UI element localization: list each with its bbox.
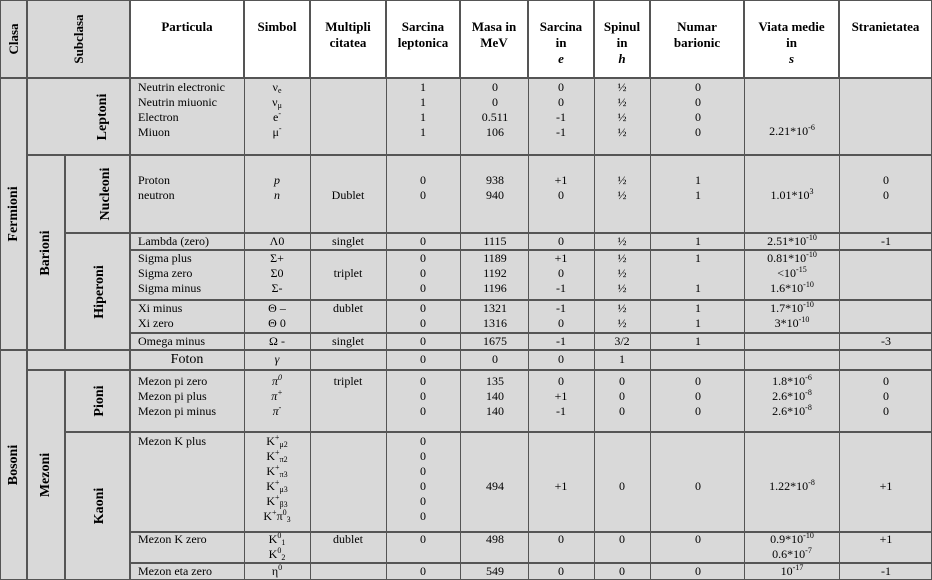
kzero-lifetimes: $0.9*10^{-10}$ $0.6*10^{-7}$ [770,531,814,561]
leptoni-names [138,80,225,140]
nucleoni-baryon: 1 1 [695,173,701,202]
particle-name: Xi minus [138,301,183,315]
sigma-symbols: Σ+ Σ0 Σ- [270,251,284,295]
particle-symbol: $\nu_e$ [272,80,282,95]
leptoni-charge: 0 0 -1 -1 [556,80,566,139]
particle-name: Sigma zero [138,266,193,280]
omega-name: Omega minus [138,334,205,348]
leptoni-lepton-charge: 1 1 1 1 [420,80,426,139]
eta-name: Mezon eta zero [138,564,212,578]
omega-symbol: Ω - [269,334,285,348]
leptoni-lifetime: $2.21*10^{-6}$ [769,123,815,138]
xi-names [138,301,182,331]
kplus-symbols: $K^+_{\mu 2}$ $K^+_{\pi 2}$ $K^+_{\pi 3}$ $K^+_{\mu 3}$ $K^+_{\beta 3}$ $K^+\pi^0_3$ [263,433,291,524]
header-sarcina-e: Sarcina in e [528,0,594,78]
group-bosoni: Bosoni [0,350,27,580]
particle-name: Mezon pi zero [138,374,208,388]
leptoni-symbols [262,80,292,140]
nucleoni-multiplicity: Dublet [331,188,365,202]
nucleoni-mass: 938 940 [486,173,504,202]
particle-name: Mezon pi minus [138,404,216,418]
header-particula: Particula [130,0,244,78]
particle-name: Xi zero [138,316,174,330]
header-viata-medie: Viata medie in s [744,0,839,78]
particle-symbol: p [274,173,280,187]
lambda-lifetime: $2.51*10^{-10}$ [767,233,817,248]
header-clasa: Clasa [0,0,27,78]
lambda-multiplicity: singlet [332,234,364,248]
group-foton-blank [27,350,130,370]
kzero-symbols: $K^0_1$ $K^0_2$ [268,531,286,562]
nucleoni-charge: +1 0 [554,173,568,202]
particle-name: neutron [138,188,175,202]
sigma-lifetimes: $0.81*10^{-10}$ $<10^{-15}$ $1.6*10^{-10}$ [767,250,817,295]
kplus-name: Mezon K plus [138,434,206,448]
header-stranietate: Stranietatea [839,0,932,78]
particle-name: Sigma minus [138,281,202,295]
header-simbol: Simbol [244,0,310,78]
nucleoni-symbols [262,173,292,203]
leptoni-baryon: 0 0 0 0 [695,80,701,139]
nucleoni-lepton-charge: 0 0 [420,173,426,202]
nucleoni-spin: ½ ½ [617,173,627,202]
kzero-name: Mezon K zero [138,532,207,546]
particle-name: Electron [138,110,179,124]
group-kaoni: Kaoni [65,432,130,580]
lambda-symbol: Λ0 [269,234,285,248]
particle-symbol: e- [273,109,281,124]
pioni-lifetimes: $1.8*10^{-6}$ $2.6*10^{-8}$ $2.6*10^{-8}$ [772,373,812,418]
group-mezoni: Mezoni [27,370,65,580]
sigma-names [138,251,201,296]
header-masa: Masa in MeV [460,0,528,78]
eta-symbol: $\eta^0$ [271,563,283,578]
eta-lifetime: $10^{-17}$ [780,563,804,578]
nucleoni-lifetime: $1.01*10^3$ [770,187,814,202]
particle-symbol: μ- [272,124,282,139]
group-hiperoni: Hiperoni [65,233,130,350]
header-multiplicitate: Multipli citatea [310,0,386,78]
group-leptoni: Leptoni [27,78,130,155]
particle-name: Proton [138,173,171,187]
leptoni-mass: 0 0 0.511 106 [481,80,509,139]
foton-symbol: γ [274,352,280,366]
group-barioni: Barioni [27,155,65,350]
particle-name: Neutrin electronic [138,80,225,94]
header-spin: Spinul in h [594,0,650,78]
group-nucleoni: Nucleoni [65,155,130,233]
particle-name: Neutrin miuonic [138,95,217,109]
header-barionic: Numar barionic [650,0,744,78]
particle-name: Mezon pi plus [138,389,207,403]
nucleoni-strangeness: 0 0 [883,173,889,202]
particle-symbol: $\nu_\mu$ [272,95,282,110]
header-subclasa: Subclasa [27,0,130,78]
foton-name: Foton [170,352,204,367]
xi-lifetimes: $1.7*10^{-10}$ $3*10^{-10}$ [770,300,814,330]
header-sarcina-leptonica: Sarcina leptonica [386,0,460,78]
pioni-names [138,374,216,419]
particle-name: Miuon [138,125,171,139]
xi-symbols: Θ – Θ 0 [268,301,286,330]
nucleoni-names [138,173,175,203]
kplus-lifetime: $1.22*10^{-8}$ [769,478,815,493]
particle-table: Clasa Subclasa Particula Simbol Multipli citatea Sarcina leptonica Masa in MeV Sarcina in e Spinul in h Numar barionic Viata medie in s Stranietatea Fermioni Leptoni Barioni Nucleoni Hiperoni Bosoni Mezoni Pioni Kaoni Neutrin electronic Neutrin miuonic Electron Miuon $\nu_e$ $\nu_\mu$ e- μ- 1 1 1 1 0 0 0.511 106 0 0 -1 -1 ½ ½ ½ ½ 0 0 0 0 $2.21*10^{-6}$ Proton neutron p n Dublet 0 0 938 940 +1 0 ½ ½ 1 1 $1.01*10^3$ 0 0 Lambda (zero) Λ0 singlet 0 1115 0 ½ 1 $2.51*10^{-10}$ -1 Sigma plus Sigma zero Sigma minus Σ+ Σ0 Σ- triplet 0 0 0 1189 1192 1196 +1 0 -1 ½ ½ ½ 1 1 $0.81*10^{-10}$ $<10^{-15}$ $1.6*10^{-10}$ Xi minus Xi zero Θ – Θ 0 dublet 0 0 1321 1316 -1 0 ½ ½ 1 1 $1.7*10^{-10}$ $3*10^{-10}$ Omega minus Ω - singlet 0 1675 -1 3/2 1 -3 Foton γ 0 0 0 1 Mezon pi zero Mezon pi plus Mezon pi minus $\pi^0$ π+ π- triplet 0 0 0 135 140 140 0 +1 -1 0 0 0 0 0 0 $1.8*10^{-6}$ $2.6*10^{-8}$ $2.6*10^{-8}$ 0 0 0 Mezon K plus $K^+_{\mu 2}$ $K^+_{\pi 2}$ $K^+_{\pi 3}$ $K^+_{\mu 3}$ $K^+_{\beta 3}$ $K^+\pi^0_3$ 0 0 0 0 0 0 494 +1 0 0 $1.22*10^{-8}$ +1 Mezon K zero $K^0_1$ $K^0_2$ dublet 0 498 0 0 0 $0.9*10^{-10}$ $0.6*10^{-7}$ +1 Mezon eta zero $\eta^0$ 0 549 0 0 0 $10^{-17}$ -1 [0,0,932,580]
group-pioni: Pioni [65,370,130,432]
pioni-symbols: $\pi^0$ π+ π- [271,373,283,418]
leptoni-spin: ½ ½ ½ ½ [617,80,627,139]
particle-name: Sigma plus [138,251,192,265]
particle-symbol: n [274,188,280,202]
lambda-name: Lambda (zero) [138,234,209,248]
group-fermioni: Fermioni [0,78,27,350]
